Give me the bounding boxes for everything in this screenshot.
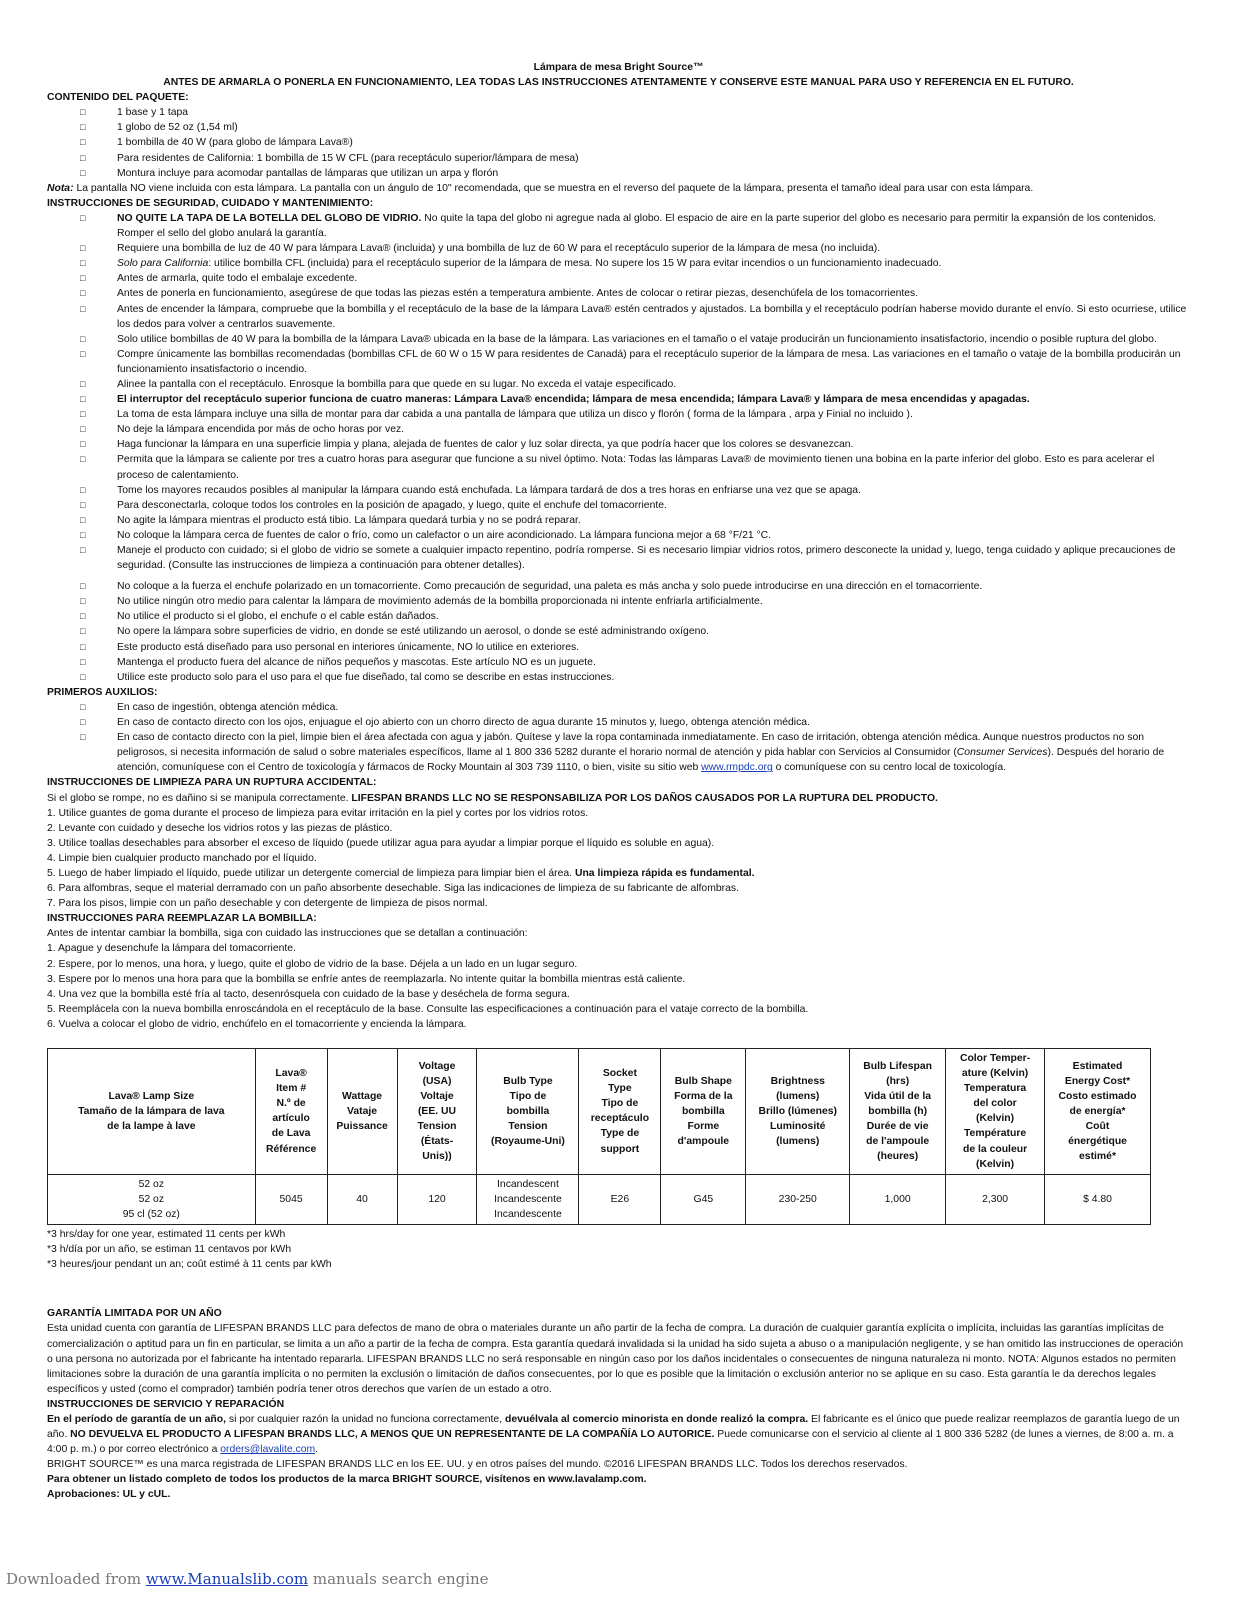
list-item: □ Maneje el producto con cuidado; si el globo de vidrio se somete a cualquier impacto repentino, podría romperse. Si es necesario limpiar vidrios rotos, primero desconecte la unidad y, luego, tenga cuidado y aplique precauciones de seguridad. (Consulte las instrucciones de limpieza a continuación para obtener detalles). [117, 543, 1190, 573]
table-header-cell-line: (lumens) [776, 1090, 820, 1102]
download-footer [6, 1570, 489, 1588]
table-header-cell-line: Bulb Lifespan [863, 1060, 932, 1072]
bulb-heading: INSTRUCCIONES PARA REEMPLAZAR LA BOMBILLA: [47, 913, 317, 925]
list-item: □ La toma de esta lámpara incluye una silla de montar para dar cabida a una pantalla de lámpara que utiliza un disco y florón ( forma de la lámpara , arpa y Finial no incluido ). [117, 407, 1190, 422]
service-span: Puede comunicarse con el servicio al cliente al 1 800 336 5282 (de lunes a viernes, de 8:00 a. m. a 4:00 p. m.) o por correo electrónico a [47, 1429, 1174, 1456]
item-bold: El interruptor del receptáculo superior funciona de cuatro maneras: Lámpara Lava® encendida; lámpara de mesa encendida; lámpara Lava® y lámpara de mesa encendidas y apagadas. [117, 394, 1030, 406]
table-header-cell-line: Type de [600, 1128, 640, 1140]
step-text: 5. Luego de haber limpiado el líquido, puede utilizar un detergente comercial de limpieza para limpiar bien el área. [47, 867, 575, 879]
item-bold: NO QUITE LA TAPA DE LA BOTELLA DEL GLOBO DE VIDRIO. [117, 212, 422, 224]
table-header-cell-line: Tension [417, 1120, 457, 1132]
table-header-cell-line: Voltage [418, 1060, 456, 1072]
table-header-cell-3 [397, 1049, 477, 1175]
list-item: □ Requiere una bombilla de luz de 40 W para lámpara Lava® (incluida) y una bombilla de luz de 60 W para el receptáculo superior de la lámpara de mesa (no incluida). [117, 241, 1190, 256]
service-span: El fabricante es el único que puede realizar reemplazos de garantía luego de un año. [47, 1413, 1180, 1441]
table-header-cell-line: Bulb Shape [674, 1075, 732, 1087]
bulb-step: 1. Apague y desenchufe la lámpara del tomacorriente. [47, 943, 296, 955]
table-cell-line: G45 [693, 1193, 714, 1205]
table-cell-line: Incandescent [497, 1178, 559, 1190]
table-header-cell-line: support [600, 1143, 640, 1155]
item-text: No quite la tapa del globo ni agregue nada al globo. El espacio de aire en la parte superior del globo es necesario para permitir la expansión de los contenidos. Romper el sello del globo anulará la garantía. [117, 212, 1157, 240]
list-item: □ No deje la lámpara encendida por más de ocho horas por vez. [117, 422, 1190, 437]
table-header-cell-line: bombilla (h) [868, 1105, 928, 1117]
table-header-cell-line: N.º de [276, 1098, 306, 1110]
table-header-cell-line: Tension [508, 1120, 548, 1132]
footer-suffix: manuals search engine [308, 1570, 489, 1588]
table-header-cell-line: Durée de vie [866, 1120, 929, 1132]
table-cell-0 [48, 1174, 256, 1224]
table-header-cell-line: Lava® Lamp Size [108, 1090, 195, 1102]
footnotes [47, 1227, 1190, 1272]
table-header-cell-line: (hrs) [886, 1075, 910, 1087]
contents-heading: CONTENIDO DEL PAQUETE: [47, 92, 189, 104]
table-cell-8 [850, 1174, 946, 1224]
table-cell-line: 40 [356, 1193, 368, 1205]
table-cell-line: 120 [428, 1193, 446, 1205]
table-header-cell-line: Tipo de [601, 1098, 639, 1110]
item-text: ). Después del horario de atención, comuníquese con el Centro de toxicología y fármacos de Rocky Mountain al 303 739 1110, o bien, visite su sitio web [117, 747, 1165, 774]
contents-list [47, 105, 1190, 180]
list-item: □ 1 bombilla de 40 W (para globo de lámpara Lava®) [117, 135, 1190, 150]
table-header-cell-line: Costo estimado [1058, 1090, 1137, 1102]
table-cell-5 [579, 1174, 661, 1224]
table-header-cell-line: de la lampe à lave [107, 1120, 196, 1132]
table-header-cell-0 [48, 1049, 256, 1175]
list-item: □ No agite la lámpara mientras el producto está tibio. La lámpara quedará turbia y no se podrá reparar. [117, 513, 1190, 528]
list-item: □ Para residentes de California: 1 bombilla de 15 W CFL (para receptáculo superior/lámpara de mesa) [117, 151, 1190, 166]
table-header-row [48, 1049, 1151, 1175]
service-bold: En el período de garantía de un año, [47, 1413, 226, 1425]
service-bold: NO DEVUELVA EL PRODUCTO A LIFESPAN BRANDS LLC, A MENOS QUE UN REPRESENTANTE DE LA COMPAÑÍA LO AUTORICE. [70, 1429, 715, 1441]
table-cell-3 [397, 1174, 477, 1224]
item-italic: Consumer Services [956, 747, 1048, 759]
cleaning-heading: INSTRUCCIONES DE LIMPIEZA PARA UN RUPTURA ACCIDENTAL: [47, 777, 377, 789]
approvals-line: Aprobaciones: UL y cUL. [47, 1489, 171, 1501]
table-header-cell-line: d'ampoule [677, 1136, 730, 1148]
table-header-cell-line: Socket [602, 1068, 637, 1080]
first-aid-heading: PRIMEROS AUXILIOS: [47, 686, 158, 698]
table-header-cell-line: Température [963, 1128, 1027, 1140]
table-header-cell-line: de l'ampoule [866, 1136, 930, 1148]
table-header-cell-line: bombilla [681, 1105, 725, 1117]
table-header-cell-line: estimé* [1079, 1151, 1116, 1163]
item-text: En caso de contacto directo con la piel, limpie bien el área afectada con agua y jabón. Quítese y lave la ropa contaminada inmediatamente. En caso de irritación, obtenga atención médica. Aunque nuestros productos no son peligrosos, si necesita información de salud o sobre materiales específicos, llame al 1 800 336 5282 durante el horario normal de atención y pida hablar con Servicios al Consumidor ( [117, 732, 1145, 759]
warranty-text: Esta unidad cuenta con garantía de LIFESPAN BRANDS LLC para defectos de mano de obra o materiales durante un año partir de la fecha de compra. La duración de cualquier garantía explícita o implícita, incluidas las garantías implícitas de comercialización o aptitud para un fin en particular, se limita a un año a partir de la fecha de compra. Esta garantía quedará invalidada si la unidad ha sido sujeta a abuso o a manipulación negligente, y se han omitido las instrucciones de operación o una persona no autorizada por el fabricante ha intentado repararla. LIFESPAN BRANDS LLC no será responsable en ningún caso por los daños incidentales o consecuentes de ninguna naturaleza ni monto. NOTA: Algunos estados no permiten limitaciones sobre la duración de una garantía implícita o no permiten la exclusión o limitación de daños consecuentes, por lo que es posible que la limitación o exclusión anterior no se aplique en su caso. Esta garantía le da derechos legales específicos y usted (como el comprador) también podría tener otros derechos que varíen de un estado a otro. [47, 1323, 1184, 1395]
list-item: □ No coloque a la fuerza el enchufe polarizado en un tomacorriente. Como precaución de seguridad, una paleta es más ancha y solo puede introducirse en una dirección en el tomacorriente. [117, 579, 1190, 594]
table-header-cell-4 [477, 1049, 579, 1175]
rmpdc-link[interactable]: www.rmpdc.org [701, 762, 773, 774]
item-text: o comuníquese con su centro local de toxicología. [772, 762, 1007, 774]
table-header-cell-line: (Royaume-Uni) [490, 1136, 565, 1148]
service-heading: INSTRUCCIONES DE SERVICIO Y REPARACIÓN [47, 1398, 285, 1410]
table-header-cell-line: Lava® [275, 1068, 307, 1080]
list-item: □ Tome los mayores recaudos posibles al manipular la lámpara cuando está enchufada. La lámpara tardará de dos a tres horas en enfriarse una vez que se apaga. [117, 483, 1190, 498]
list-item: □ Permita que la lámpara se caliente por tres a cuatro horas para asegurar que funcione a su nivel óptimo. Nota: Todas las lámparas Lava® de movimiento tienen una bobina en la parte inferior del globo. Esto es para acelerar el proceso de calentamiento. [117, 452, 1190, 482]
table-header-cell-line: (EE. UU [417, 1105, 457, 1117]
table-header-cell-line: Coût [1085, 1120, 1110, 1132]
service-span: si por cualquier razón la unidad no funciona correctamente, [225, 1413, 505, 1425]
table-header-cell-line: (États- [420, 1136, 454, 1148]
table-row [48, 1174, 1151, 1224]
intro-bold: LIFESPAN BRANDS LLC NO SE RESPONSABILIZA POR LOS DAÑOS CAUSADOS POR LA RUPTURA DEL PRODUCTO. [351, 792, 938, 804]
list-item: □ En caso de ingestión, obtenga atención médica. [117, 700, 1190, 715]
table-cell-line: 1,000 [884, 1193, 911, 1205]
table-header-cell-line: Energy Cost* [1064, 1075, 1131, 1087]
table-header-cell-line: de energía* [1069, 1105, 1126, 1117]
warning-banner: ANTES DE ARMARLA O PONERLA EN FUNCIONAMIENTO, LEA TODAS LAS INSTRUCCIONES ATENTAMENTE Y CONSERVE ESTE MANUAL PARA USO Y REFERENCIA EN EL FUTURO. [163, 77, 1074, 89]
footnote: *3 h/día por un año, se estiman 11 centavos por kWh [47, 1244, 292, 1256]
cleaning-step: 1. Utilice guantes de goma durante el proceso de limpieza para evitar irritación en la piel y cortes por los vidrios rotos. [47, 807, 589, 819]
table-cell-line: 52 oz [138, 1193, 165, 1205]
table-header-cell-line: Item # [276, 1083, 307, 1095]
note-label: Nota: [47, 182, 74, 194]
bulb-step: 3. Espere por lo menos una hora para que la bombilla se enfríe antes de reemplazarla. No intente quitar la bombilla mientras está caliente. [47, 973, 686, 985]
table-header-cell-line: bombilla [506, 1105, 550, 1117]
list-item: □ Haga funcionar la lámpara en una superficie limpia y plana, alejada de fuentes de calor y luz solar directa, ya que podría hacer que los colores se desvanezcan. [117, 437, 1190, 452]
item-italic: Solo para California [117, 258, 209, 270]
table-cell-line: Incandescente [494, 1193, 562, 1205]
table-header-cell-line: Vida útil de la [864, 1090, 932, 1102]
footnote: *3 hrs/day for one year, estimated 11 cents per kWh [47, 1229, 286, 1241]
bulb-intro: Antes de intentar cambiar la bombilla, siga con cuidado las instrucciones que se detallan a continuación: [47, 928, 528, 940]
listing-line: Para obtener un listado completo de todos los productos de la marca BRIGHT SOURCE, visítenos en www.lavalamp.com. [47, 1474, 647, 1486]
manual-page [47, 60, 1190, 1503]
table-header-cell-line: énergétique [1068, 1136, 1127, 1148]
table-header-cell-line: ature (Kelvin) [961, 1068, 1029, 1080]
warranty-heading: GARANTÍA LIMITADA POR UN AÑO [47, 1308, 222, 1320]
table-cell-4 [477, 1174, 579, 1224]
list-item: □ 1 globo de 52 oz (1,54 ml) [117, 120, 1190, 135]
list-item: □ Compre únicamente las bombillas recomendadas (bombillas CFL de 60 W o 15 W para residentes de Canadá) para el receptáculo superior de la lámpara de mesa. Las variaciones en el tamaño o vataje de la bombilla producirán un funcionamiento insatisfactorio o incendio. [117, 347, 1190, 377]
table-header-cell-9 [946, 1049, 1045, 1175]
table-cell-9 [946, 1174, 1045, 1224]
trademark-line: BRIGHT SOURCE™ es una marca registrada de LIFESPAN BRANDS LLC en los EE. UU. y en otros países del mundo. ©2016 LIFESPAN BRANDS LLC. Todos los derechos reservados. [47, 1459, 908, 1471]
note-text: La pantalla NO viene incluida con esta lámpara. La pantalla con un ángulo de 10" recomendada, que se muestra en el reverso del paquete de la lámpara, presenta el tamaño ideal para usar con esta lámpara. [73, 182, 1034, 194]
list-item: □ Antes de armarla, quite todo el embalaje excedente. [117, 271, 1190, 286]
safety-list [47, 211, 1190, 685]
table-header-cell-line: Estimated [1072, 1060, 1123, 1072]
list-item: □ No utilice el producto si el globo, el enchufe o el cable están dañados. [117, 609, 1190, 624]
table-header-cell-line: Temperatura [963, 1083, 1027, 1095]
table-header-cell-5 [579, 1049, 661, 1175]
table-header-cell-line: artículo [272, 1113, 310, 1125]
table-header-cell-line: (Kelvin) [976, 1158, 1015, 1170]
table-cell-line: 52 oz [138, 1178, 165, 1190]
table-header-cell-line: (Kelvin) [976, 1113, 1015, 1125]
table-header-cell-6 [661, 1049, 746, 1175]
table-header-cell-line: (lumens) [776, 1136, 820, 1148]
table-header-cell-line: Type [608, 1083, 632, 1095]
item-text: : utilice bombilla CFL (incluida) para el receptáculo superior de la lámpara de mesa. No supere los 15 W para evitar incendios o un funcionamiento inadecuado. [208, 258, 942, 270]
table-cell-line: Incandescente [494, 1208, 562, 1220]
list-item: □ Utilice este producto solo para el uso para el que fue diseñado, tal como se describe en estas instrucciones. [117, 670, 1190, 685]
list-item: □ Antes de encender la lámpara, compruebe que la bombilla y el receptáculo de la base de la lámpara Lava® estén centrados y ajustados. La bombilla y el receptáculo podrían haberse movido durante el envío. Si esto ocurriese, utilice los dedos para volver a centrarlos suavemente. [117, 302, 1190, 332]
footnote: *3 heures/jour pendant un an; coût estimé à 11 cents par kWh [47, 1259, 332, 1271]
table-cell-1 [255, 1174, 327, 1224]
cleaning-step [47, 866, 1190, 881]
table-header-cell-line: receptáculo [590, 1113, 650, 1125]
table-header-cell-line: Brightness [770, 1075, 825, 1087]
table-cell-line: 2,300 [982, 1193, 1009, 1205]
cleaning-intro [47, 791, 1190, 806]
list-item: □ No coloque la lámpara cerca de fuentes de calor o frío, como un calefactor o un aire acondicionado. La lámpara funciona mejor a 68 °F/21 °C. [117, 528, 1190, 543]
cleaning-step: 3. Utilice toallas desechables para absorber el exceso de líquido (puede utilizar agua para ayudar a limpiar porque el líquido es soluble en agua). [47, 837, 715, 849]
bulb-step: 5. Reemplácela con la nueva bombilla enroscándola en el receptáculo de la base. Consulte las especificaciones a continuación para el vataje correcto de la bombilla. [47, 1003, 809, 1015]
list-item: □ 1 base y 1 tapa [117, 105, 1190, 120]
service-span: . [315, 1444, 319, 1456]
table-header-cell-line: (heures) [877, 1151, 919, 1163]
table-header-cell-line: Tamaño de la lámpara de lava [78, 1105, 225, 1117]
manualslib-link[interactable]: www.Manualslib.com [145, 1570, 309, 1588]
table-header-cell-8 [850, 1049, 946, 1175]
table-header-cell-line: Vataje [347, 1105, 378, 1117]
cleaning-step: 2. Levante con cuidado y deseche los vidrios rotos y las piezas de plástico. [47, 822, 393, 834]
step-bold: Una limpieza rápida es fundamental. [574, 867, 755, 879]
table-header-cell-line: de la couleur [963, 1143, 1028, 1155]
table-header-cell-line: Forma de la [674, 1090, 733, 1102]
intro-text: Si el globo se rompe, no es dañino si se manipula correctamente. [47, 792, 352, 804]
table-header-cell-10 [1045, 1049, 1151, 1175]
cleaning-step: 7. Para los pisos, limpie con un paño desechable y con detergente de limpieza de pisos normal. [47, 898, 488, 910]
cleaning-step: 6. Para alfombras, seque el material derramado con un paño absorbente desechable. Siga las indicaciones de limpieza de su fabricante de alfombras. [47, 883, 739, 895]
table-header-cell-line: Référence [265, 1143, 317, 1155]
cleaning-step: 4. Limpie bien cualquier producto manchado por el líquido. [47, 852, 317, 864]
table-cell-line: $ 4.80 [1083, 1193, 1112, 1205]
table-header-cell-line: Puissance [336, 1120, 388, 1132]
table-header-cell-line: Voltaje [420, 1090, 454, 1102]
list-item [117, 256, 1190, 271]
table-header-cell-line: Unis)) [422, 1151, 452, 1163]
list-item: □ Mantenga el producto fuera del alcance de niños pequeños y mascotas. Este artículo NO es un juguete. [117, 655, 1190, 670]
bulb-step: 2. Espere, por lo menos, una hora, y luego, quite el globo de vidrio de la base. Déjela a un lado en un lugar seguro. [47, 958, 578, 970]
table-header-cell-line: Color Temper- [959, 1053, 1031, 1064]
table-header-cell-line: Brillo (lúmenes) [758, 1105, 838, 1117]
list-item: □ Antes de ponerla en funcionamiento, asegúrese de que todas las piezas estén a temperatura ambiente. Antes de colocar o retirar piezas, desenchúfela de los tomacorrientes. [117, 286, 1190, 301]
list-item: □ Alinee la pantalla con el receptáculo. Enrosque la bombilla para que quede en su lugar. No exceda el vataje especificado. [117, 377, 1190, 392]
table-cell-6 [661, 1174, 746, 1224]
email-link[interactable]: orders@lavalite.com [220, 1444, 316, 1456]
table-header-cell-line: Tipo de [509, 1090, 547, 1102]
bulb-step: 6. Vuelva a colocar el globo de vidrio, enchúfelo en el tomacorriente y encienda la lámpara. [47, 1018, 467, 1030]
list-item: □ No utilice ningún otro medio para calentar la lámpara de movimiento además de la bombilla proporcionada ni intente enfriarla artificialmente. [117, 594, 1190, 609]
table-header-cell-line: Bulb Type [503, 1075, 553, 1087]
contents-note [47, 181, 1190, 196]
table-cell-10 [1045, 1174, 1151, 1224]
service-text [47, 1412, 1190, 1457]
safety-heading: INSTRUCCIONES DE SEGURIDAD, CUIDADO Y MANTENIMIENTO: [47, 197, 374, 209]
table-cell-line: E26 [610, 1193, 630, 1205]
table-header-cell-line: Wattage [342, 1090, 383, 1102]
list-item [117, 211, 1190, 241]
list-item [117, 392, 1190, 407]
first-aid-list [47, 700, 1190, 775]
table-header-cell-line: (USA) [422, 1075, 452, 1087]
table-header-cell-2 [327, 1049, 397, 1175]
page-title: Lámpara de mesa Bright Source™ [533, 62, 704, 73]
list-item: □ Solo utilice bombillas de 40 W para la bombilla de la lámpara Lava® ubicada en la base de la lámpara. Las variaciones en el tamaño o el vataje producirán un funcionamiento insatisfactorio, incendio o posible ruptura del globo. [117, 332, 1190, 347]
table-cell-line: 230-250 [778, 1193, 817, 1205]
table-cell-7 [746, 1174, 850, 1224]
table-header-cell-line: del color [973, 1098, 1017, 1110]
table-header-cell-line: Forme [687, 1120, 720, 1132]
table-cell-line: 95 cl (52 oz) [122, 1208, 180, 1220]
list-item: □ Este producto está diseñado para uso personal en interiores únicamente, NO lo utilice en exteriores. [117, 640, 1190, 655]
table-header-cell-1 [255, 1049, 327, 1175]
bulb-step: 4. Una vez que la bombilla esté fría al tacto, desenrósquela con cuidado de la base y deséchela de forma segura. [47, 988, 570, 1000]
list-item: □ En caso de contacto directo con los ojos, enjuague el ojo abierto con un chorro directo de agua durante 15 minutos y, luego, obtenga atención médica. [117, 715, 1190, 730]
table-cell-2 [327, 1174, 397, 1224]
table-header-cell-line: Luminosité [770, 1120, 826, 1132]
table-header-cell-line: de Lava [271, 1128, 311, 1140]
list-item: □ Para desconectarla, coloque todos los controles en la posición de apagado, y luego, quite el enchufe del tomacorriente. [117, 498, 1190, 513]
table-header-cell-7 [746, 1049, 850, 1175]
service-bold: devuélvala al comercio minorista en donde realizó la compra. [504, 1413, 809, 1425]
list-item [117, 730, 1190, 775]
list-item: □ Montura incluye para acomodar pantallas de lámparas que utilizan un arpa y florón [117, 166, 1190, 181]
footer-prefix: Downloaded from [6, 1570, 146, 1588]
spec-table [47, 1048, 1151, 1225]
table-cell-line: 5045 [279, 1193, 303, 1205]
list-item: □ No opere la lámpara sobre superficies de vidrio, en donde se esté utilizando un aerosol, o donde se esté administrando oxígeno. [117, 624, 1190, 639]
